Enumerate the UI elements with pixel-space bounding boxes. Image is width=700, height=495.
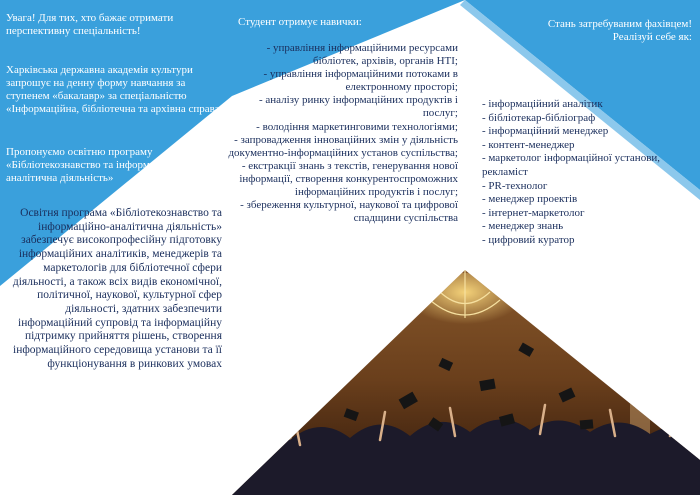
skills-list <box>226 42 458 225</box>
career-heading <box>530 18 692 44</box>
career-item: - бібліотекар-бібліограф <box>482 111 596 124</box>
career-item: - інформаційний аналітик <box>482 98 603 110</box>
career-item: - інтернет-маркетолог <box>482 206 585 219</box>
career-item: - менеджер знань <box>482 220 564 233</box>
career-item: - інформаційний менеджер <box>482 125 609 138</box>
skill-item: - екстракції знань з текстів, генерування нової інформації, створення конкурентоспроможних інформаційних продуктів і послуг; <box>239 159 458 199</box>
career-item: - маркетолог інформаційної установи, рекламіст <box>482 152 661 178</box>
skill-item: - володіння маркетинговими технологіями; <box>256 120 458 133</box>
academy-invitation: Харківська державна академія культури запрошує на денну форму навчання за ступенем «бакалавр» за спеціальністю «Інформаційна, бібліотечна та архівна справа» <box>6 64 226 115</box>
career-item: - контент-менеджер <box>482 138 575 151</box>
career-item: - цифровий куратор <box>482 233 575 246</box>
skill-item: - запровадження інноваційних змін у діяльність документно-інформаційних установ суспільства; <box>228 133 458 159</box>
career-heading-line2: Реалізуй себе як: <box>612 31 692 43</box>
career-item: - PR-технолог <box>482 179 548 192</box>
skill-item: - збереження культурної, наукової та цифрової спадщини суспільства <box>240 199 458 225</box>
career-heading-line1: Стань затребуваним фахівцем! <box>547 18 692 30</box>
program-description: Освітня програма «Бібліотекознавство та інформаційно-аналітична діяльність» забезпечує високопрофесійну підготовку інформаційних аналітиків, менеджерів та маркетологів для бібліотечної сфери діяльності, а також всіх видів економічної, політичної, наукової, культурної сфер діяльності, здатних забезпечити інформаційний супровід та інформаційну підтримку прийняття рішень, створення інформаційного середовища установи та її функціонування в ринкових умовах <box>12 207 222 370</box>
careers-list <box>482 98 696 248</box>
skills-heading: Студент отримує навички: <box>238 16 362 28</box>
skill-item: - аналізу ринку інформаційних продуктів і послуг; <box>258 94 458 120</box>
career-item: - менеджер проектів <box>482 193 578 206</box>
skill-item: - управління інформаційними потоками в електронному просторі; <box>263 68 458 94</box>
skill-item: - управління інформаційними ресурсами бібліотек, архівів, органів НТІ; <box>266 42 458 68</box>
alert-text: Увага! Для тих, хто бажає отримати перспективну спеціальність! <box>6 12 174 37</box>
program-offer: Пропонуємо освітню програму «Бібліотекознавство та інформаційно-аналітична діяльність» <box>6 146 185 184</box>
